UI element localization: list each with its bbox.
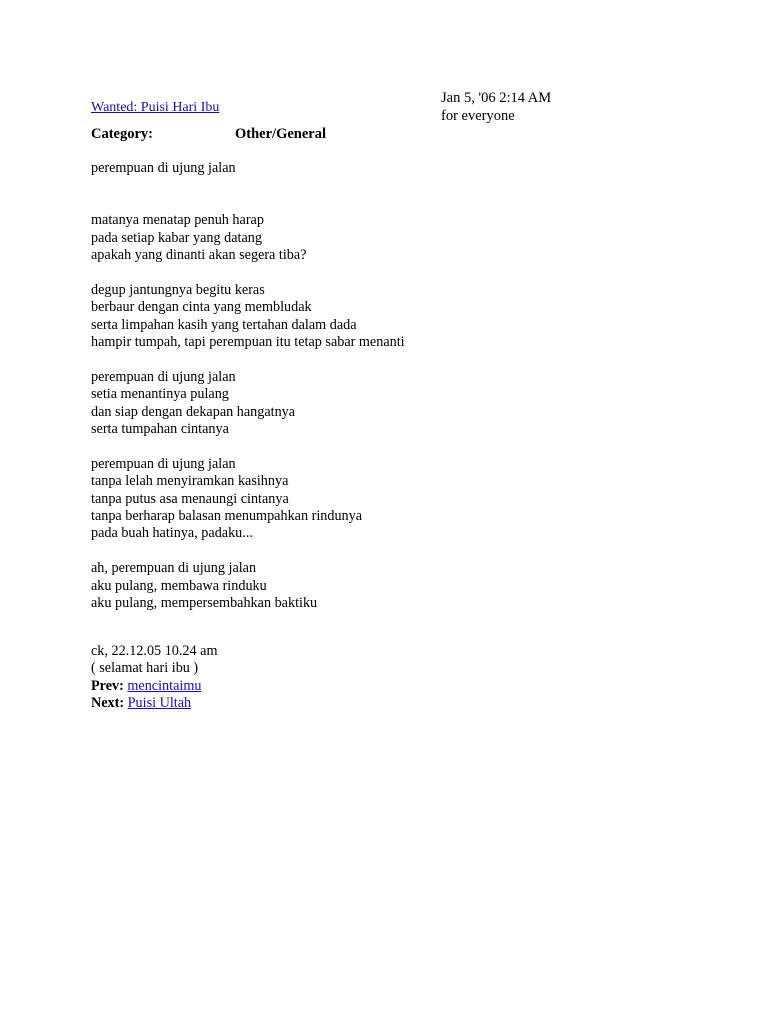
poem-line: tanpa berharap balasan menumpahkan rindunya: [91, 508, 363, 525]
post-meta: [441, 90, 551, 125]
poem-line: ah, perempuan di ujung jalan: [91, 560, 257, 577]
category-label: Category:: [91, 126, 154, 142]
poem-line: matanya menatap penuh harap: [91, 212, 264, 229]
poem-line: serta limpahan kasih yang tertahan dalam dada: [91, 316, 357, 333]
prev-post-link[interactable]: mencintaimu: [127, 677, 202, 694]
post-title-link[interactable]: Wanted: Puisi Hari Ibu: [91, 100, 220, 115]
prev-row: [91, 678, 218, 695]
category-value: Other/General: [235, 126, 327, 142]
poem-line: hampir tumpah, tapi perempuan itu tetap sabar menanti: [91, 334, 405, 351]
next-post-link[interactable]: Puisi Ultah: [127, 695, 192, 712]
post-footer: [91, 643, 218, 713]
poem-note: ( selamat hari ibu ): [91, 660, 199, 677]
poem-stanza: [91, 212, 405, 264]
poem-line: degup jantungnya begitu keras: [91, 281, 265, 298]
post-date: Jan 5, '06 2:14 AM: [441, 90, 552, 106]
poem-line: apakah yang dinanti akan segera tiba?: [91, 247, 307, 264]
poem-heading: perempuan di ujung jalan: [91, 160, 236, 176]
poem-line: pada setiap kabar yang datang: [91, 229, 262, 246]
poem-stanza: [91, 369, 405, 439]
category-row: [91, 126, 327, 143]
poem-stanza: [91, 282, 405, 352]
poem-line: tanpa lelah menyiramkan kasihnya: [91, 473, 289, 490]
poem-stanza: [91, 560, 405, 612]
poem-signature: ck, 22.12.05 10.24 am: [91, 643, 218, 659]
prev-label: Prev:: [91, 677, 124, 694]
poem-line: aku pulang, mempersembahkan baktiku: [91, 595, 318, 612]
next-label: Next:: [91, 695, 125, 712]
poem-line: aku pulang, membawa rinduku: [91, 577, 267, 594]
next-row: [91, 695, 218, 712]
poem-line: setia menantinya pulang: [91, 386, 229, 403]
poem-body: [91, 160, 405, 612]
poem-stanza: [91, 456, 405, 543]
poem-line: dan siap dengan dekapan hangatnya: [91, 403, 296, 420]
poem-line: perempuan di ujung jalan: [91, 455, 236, 472]
poem-line: berbaur dengan cinta yang membludak: [91, 299, 312, 316]
poem-line: tanpa putus asa menaungi cintanya: [91, 490, 289, 507]
poem-line: serta tumpahan cintanya: [91, 421, 229, 438]
poem-line: perempuan di ujung jalan: [91, 368, 236, 385]
post-visibility: for everyone: [441, 107, 515, 124]
poem-line: pada buah hatinya, padaku...: [91, 525, 253, 542]
